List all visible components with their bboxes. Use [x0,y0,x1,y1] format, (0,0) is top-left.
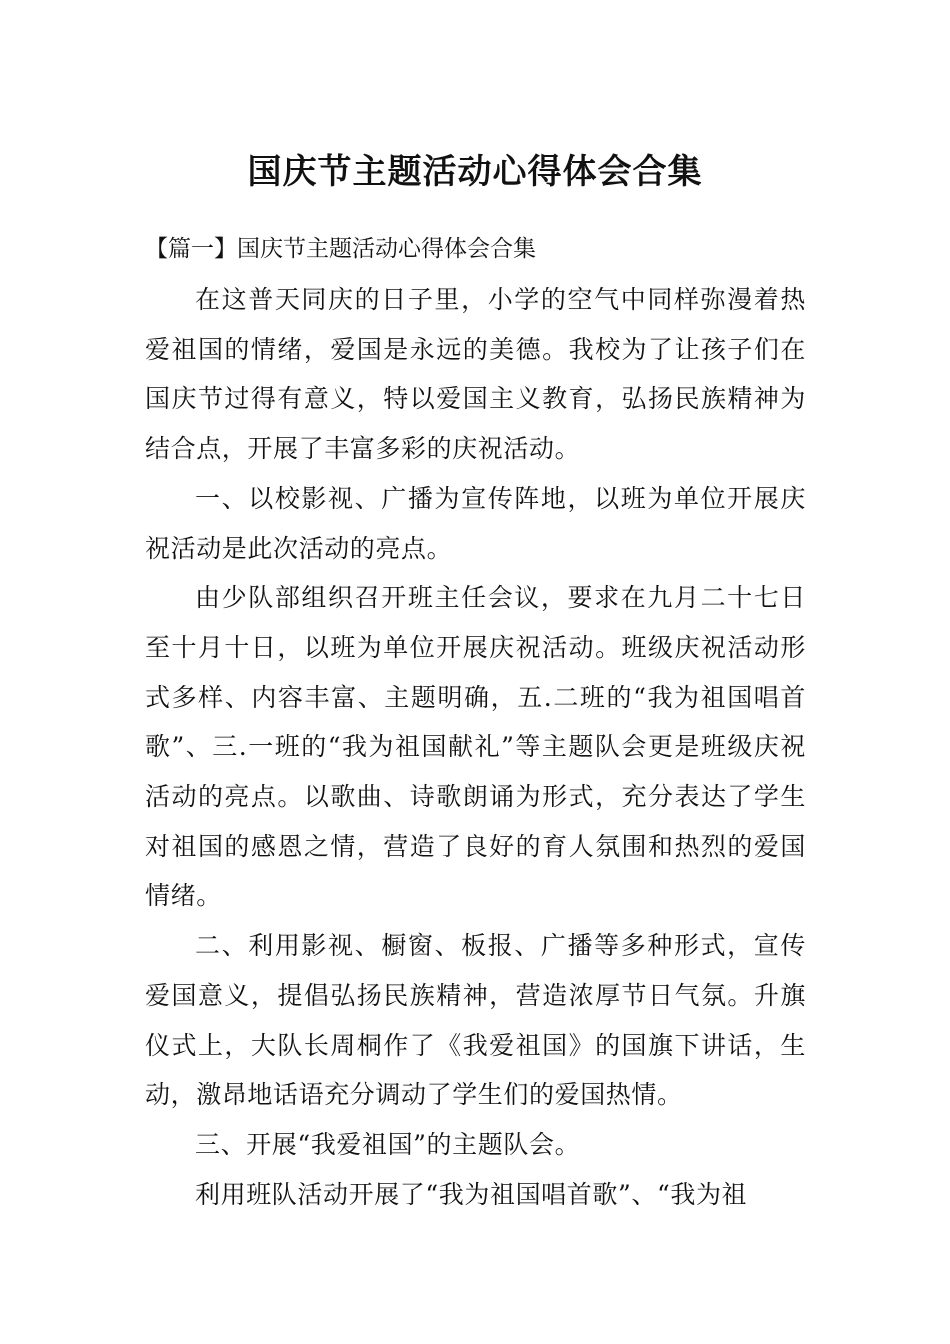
document-title: 国庆节主题活动心得体会合集 [247,151,703,192]
paragraph: 一、以校影视、广播为宣传阵地，以班为单位开展庆祝活动是此次活动的亮点。 [145,483,806,563]
paragraph: 二、利用影视、橱窗、板报、广播等多种形式，宣传爱国意义，提倡弘扬民族精神，营造浓厚节日气氛。升旗仪式上，大队长周桐作了《我爱祖国》的国旗下讲话，生动，激昂地话语充分调动了学生们的爱国热情。 [145,931,806,1110]
paragraph: 在这普天同庆的日子里，小学的空气中同样弥漫着热爱祖国的情绪，爱国是永远的美德。我校为了让孩子们在国庆节过得有意义，特以爱国主义教育，弘扬民族精神为结合点，开展了丰富多彩的庆祝活动。 [145,285,806,464]
document-body [145,275,806,1219]
section-heading: 【篇一】国庆节主题活动心得体会合集 [145,236,536,262]
paragraph: 利用班队活动开展了“我为祖国唱首歌”、“我为祖 [195,1179,748,1209]
paragraph: 三、开展“我爱祖国”的主题队会。 [195,1129,581,1159]
paragraph: 由少队部组织召开班主任会议，要求在九月二十七日至十月十日，以班为单位开展庆祝活动。班级庆祝活动形式多样、内容丰富、主题明确，五.二班的“我为祖国唱首歌”、三.一班的“我为祖国献礼”等主题队会更是班级庆祝活动的亮点。以歌曲、诗歌朗诵为形式，充分表达了学生对祖国的感恩之情，营造了良好的育人氛围和热烈的爱国情绪。 [145,583,806,911]
